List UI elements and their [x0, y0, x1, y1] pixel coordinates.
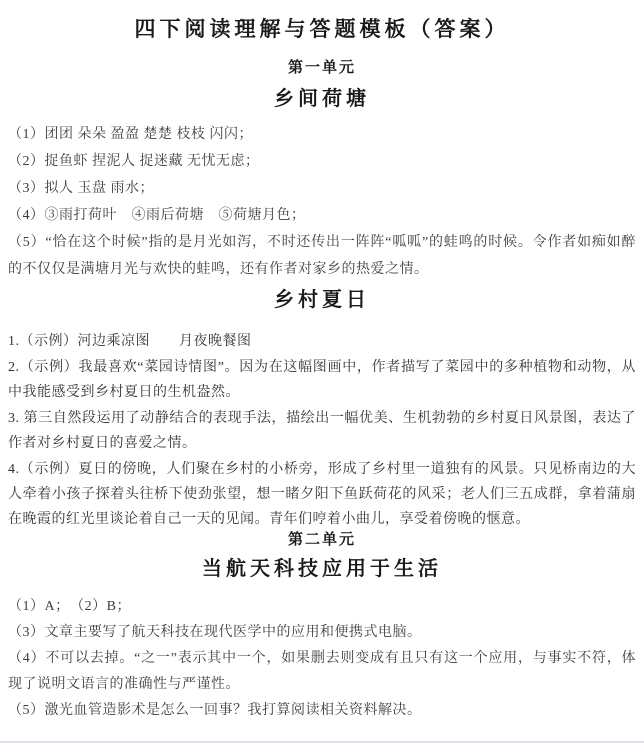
- doc-title: 四下阅读理解与答题模板（答案）: [134, 17, 510, 41]
- answer-item: （5）“恰在这个时候”指的是月光如泻，不时还传出一阵阵“呱呱”的蛙鸣的时候。令作者如痴如醉的不仅仅是满塘月光与欢快的蛙鸣，还有作者对家乡的热爱之情。: [8, 235, 636, 277]
- answers-xiangcun-xiari: [8, 329, 636, 532]
- answer-item: （4）不可以去掉。“之一”表示其中一个，如果删去则变成有且只有这一个应用，与事实不符，体现了说明文语言的准确性与严谨性。: [8, 651, 636, 692]
- answer-item: （3）拟人 玉盘 雨水；: [8, 181, 154, 196]
- answers-hangtian-keji: [8, 594, 636, 724]
- answer-item: （3）文章主要写了航天科技在现代医学中的应用和便携式电脑。: [8, 625, 422, 640]
- unit-heading-1: 第一单元: [287, 60, 356, 76]
- answer-item: （1）团团 朵朵 盈盈 楚楚 枝枝 闪闪；: [8, 127, 253, 142]
- answer-item: （5）激光血管造影术是怎么一回事？我打算阅读相关资料解决。: [8, 703, 422, 718]
- unit-heading-2: 第二单元: [287, 532, 356, 548]
- answer-item: 4.（示例）夏日的傍晚，人们聚在乡村的小桥旁，形成了乡村里一道独有的风景。只见桥南边的大人牵着小孩子探着头往桥下使劲张望，想一睹夕阳下鱼跃荷花的风采；老人们三五成群，拿着蒲扇在晚霞的红光里谈论着自己一天的见闻。青年们哼着小曲儿，享受着傍晚的惬意。: [8, 462, 636, 527]
- answer-item: 3. 第三自然段运用了动静结合的表现手法，描绘出一幅优美、生机勃勃的乡村夏日风景图，表达了作者对乡村夏日的喜爱之情。: [8, 411, 636, 451]
- answer-item: （4）③雨打荷叶 ④雨后荷塘 ⑤荷塘月色；: [8, 208, 306, 223]
- answer-item: （2）捉鱼虾 捏泥人 捉迷藏 无忧无虑；: [8, 154, 260, 169]
- article-title-hangtian-keji: 当航天科技应用于生活: [202, 558, 442, 580]
- answer-item: （1）A； （2）B；: [8, 599, 131, 614]
- answer-item: 1.（示例）河边乘凉图 月夜晚餐图: [8, 334, 252, 349]
- article-title-xiangcun-xiari: 乡村夏日: [274, 289, 370, 311]
- answer-item: 2.（示例）我最喜欢“菜园诗情图”。因为在这幅图画中，作者描写了菜园中的多种植物和动物，从中我能感受到乡村夏日的生机盎然。: [8, 360, 636, 400]
- article-title-xiangjian-hetang: 乡间荷塘: [274, 88, 370, 110]
- answers-xiangjian-hetang: [8, 121, 636, 283]
